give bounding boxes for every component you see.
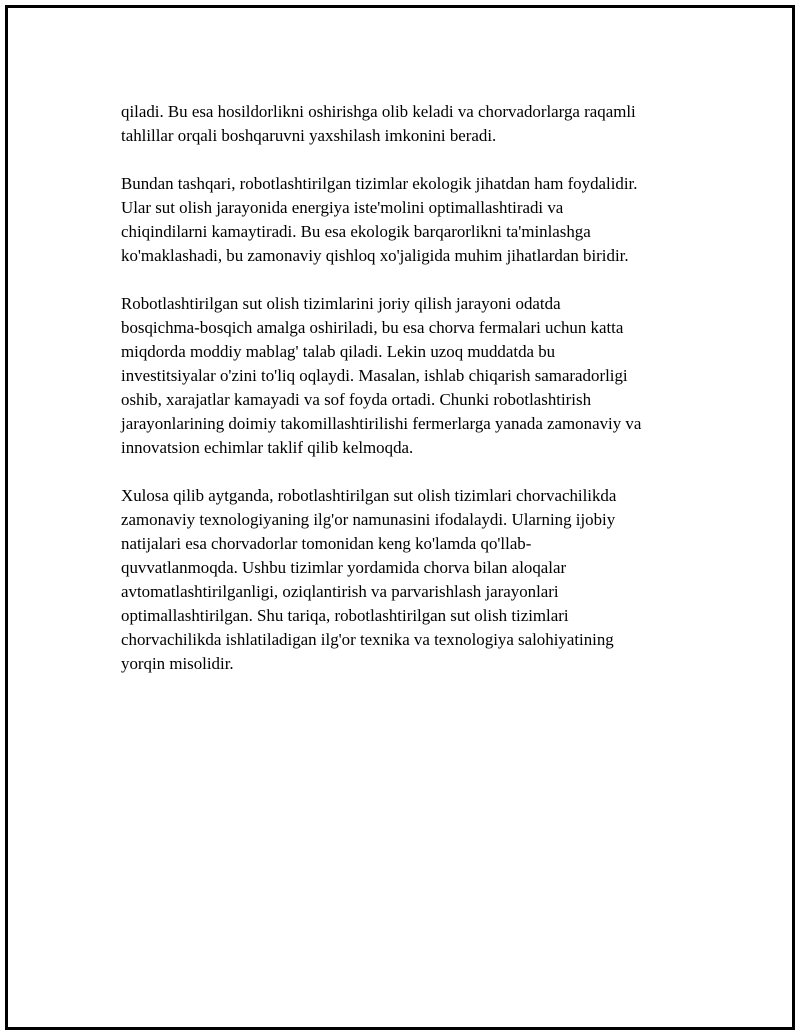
text-line: quvvatlanmoqda. Ushbu tizimlar yordamida chorva bilan aloqalar bbox=[121, 558, 567, 577]
text-line: chiqindilarni kamaytiradi. Bu esa ekologik barqarorlikni ta'minlashga bbox=[121, 222, 591, 241]
document-body bbox=[121, 100, 701, 700]
text-line: innovatsion echimlar taklif qilib kelmoqda. bbox=[121, 438, 414, 457]
text-line: qiladi. Bu esa hosildorlikni oshirishga olib keladi va chorvadorlarga raqamli bbox=[121, 102, 636, 121]
text-line: tahlillar orqali boshqaruvni yaxshilash imkonini beradi. bbox=[121, 126, 497, 145]
page-frame bbox=[5, 5, 795, 1030]
text-line: Ular sut olish jarayonida energiya iste'molini optimallashtiradi va bbox=[121, 198, 564, 217]
text-line: investitsiyalar o'zini to'liq oqlaydi. Masalan, ishlab chiqarish samaradorligi bbox=[121, 366, 628, 385]
text-line: ko'maklashadi, bu zamonaviy qishloq xo'jaligida muhim jihatlardan biridir. bbox=[121, 246, 629, 265]
text-line: chorvachilikda ishlatiladigan ilg'or texnika va texnologiya salohiyatining bbox=[121, 630, 614, 649]
text-line: natijalari esa chorvadorlar tomonidan keng ko'lamda qo'llab- bbox=[121, 534, 532, 553]
text-line: Bundan tashqari, robotlashtirilgan tizimlar ekologik jihatdan ham foydalidir. bbox=[121, 174, 638, 193]
text-line: avtomatlashtirilganligi, oziqlantirish va parvarishlash jarayonlari bbox=[121, 582, 559, 601]
paragraph-2 bbox=[121, 172, 701, 268]
text-line: jarayonlarining doimiy takomillashtirilishi fermerlarga yanada zamonaviy va bbox=[121, 414, 642, 433]
text-line: miqdorda moddiy mablag' talab qiladi. Lekin uzoq muddatda bu bbox=[121, 342, 556, 361]
text-line: zamonaviy texnologiyaning ilg'or namunasini ifodalaydi. Ularning ijobiy bbox=[121, 510, 616, 529]
text-line: optimallashtirilgan. Shu tariqa, robotlashtirilgan sut olish tizimlari bbox=[121, 606, 569, 625]
paragraph-4 bbox=[121, 484, 701, 676]
paragraph-1 bbox=[121, 100, 701, 148]
text-line: bosqichma-bosqich amalga oshiriladi, bu esa chorva fermalari uchun katta bbox=[121, 318, 624, 337]
text-line: Robotlashtirilgan sut olish tizimlarini joriy qilish jarayoni odatda bbox=[121, 294, 561, 313]
text-line: Xulosa qilib aytganda, robotlashtirilgan sut olish tizimlari chorvachilikda bbox=[121, 486, 617, 505]
text-line: oshib, xarajatlar kamayadi va sof foyda ortadi. Chunki robotlashtirish bbox=[121, 390, 592, 409]
paragraph-3 bbox=[121, 292, 701, 460]
text-line: yorqin misolidir. bbox=[121, 654, 234, 673]
